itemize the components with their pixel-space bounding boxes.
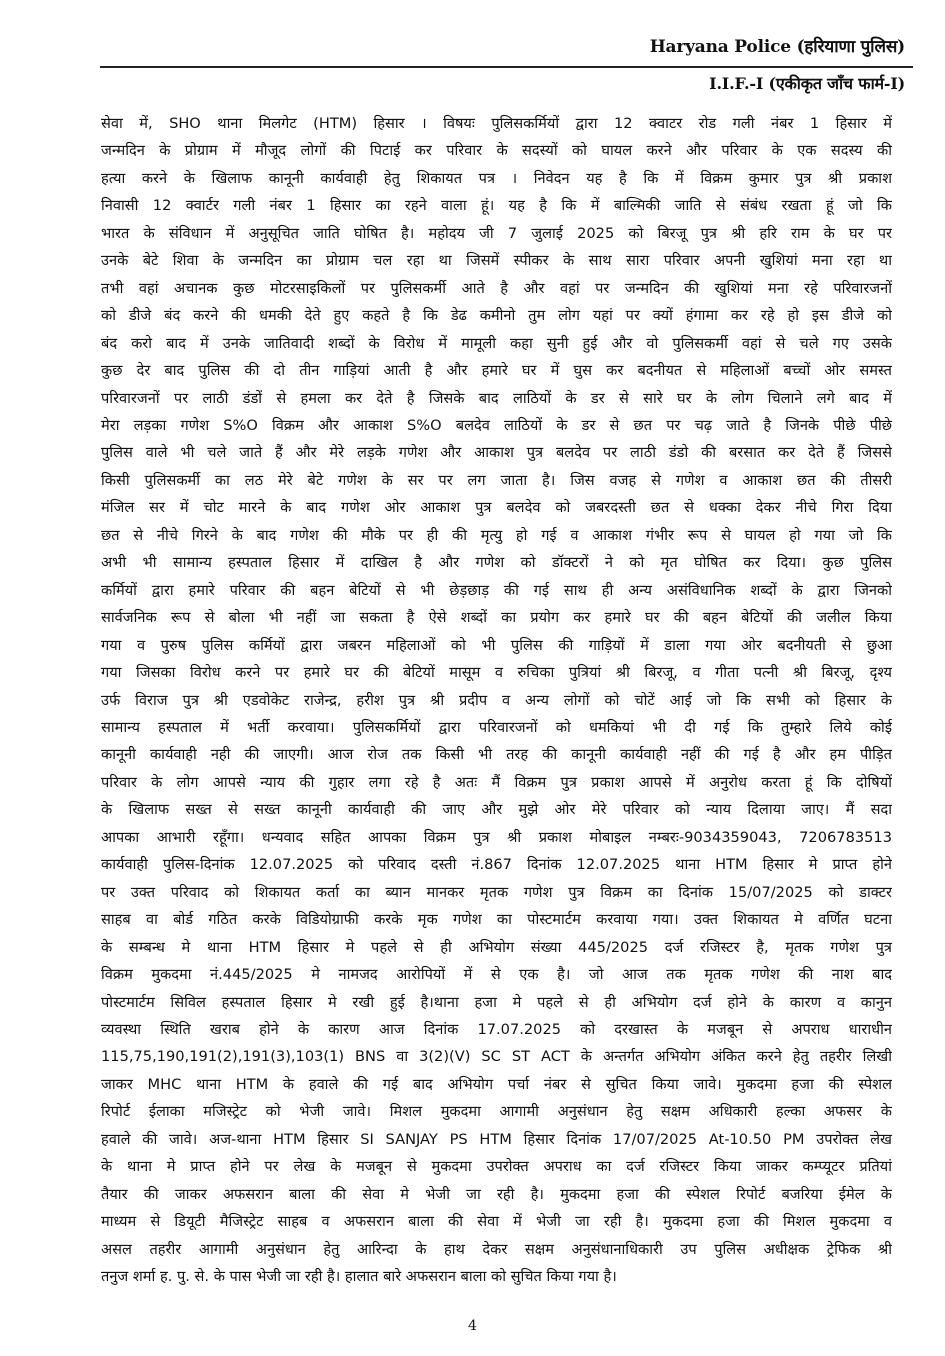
form-label: I.I.F.-I (एकीकृत जाँच फार्म-I) bbox=[709, 74, 905, 93]
body-line: कर्मियों द्वारा हमारे परिवार की बहन बेटियों से भी छेड़छाड़ की गई साथ ही अन्य असंविधानिक शब्दों के द्वारा जिनको bbox=[101, 581, 892, 599]
body-line: उनके बेटे शिवा के जन्मदिन का प्रोग्राम चल रहा था जिसमें स्पीकर के साथ सारा परिवार अपनी खुशियां मना रहा था bbox=[101, 252, 892, 270]
body-line: किसी पुलिसकर्मी का लठ मेरे बेटे गणेश के सर पर लग जाता है। जिस वजह से गणेश व आकाश छत की तीसरी bbox=[101, 471, 892, 489]
body-line: तभी वहां अचानक कुछ मोटरसाइकिलों पर पुलिसकर्मी आते है और वहां पर जन्मदिन की खुशियां मना रहे परिवारजनों bbox=[101, 279, 892, 297]
body-line: 115,75,190,191(2),191(3),103(1) BNS वा 3(2)(V) SC ST ACT के अन्तर्गत अभियोग अंकित करने हेतु तहरीर लिखी bbox=[101, 1048, 892, 1066]
body-line: मेरा लड़का गणेश S%O विक्रम और आकाश S%O बलदेव लाठियों के डर से छत पर चढ़ जाते है जिनके पीछे पीछे bbox=[101, 416, 892, 434]
body-line: सामान्य हस्पताल में भर्ती करवाया। पुलिसकर्मियों द्वारा परिवारजनों को धमकियां भी दी गई कि तुम्हारे लिये कोई bbox=[101, 718, 892, 736]
body-line: भारत के संविधान में अनुसूचित जाति घोषित है। महोदय जी 7 जुलाई 2025 को बिरजू पुत्र श्री हरि राम के घर पर bbox=[101, 224, 892, 242]
body-line: विक्रम मुकदमा नं.445/2025 मे नामजद आरोपियों में से एक है। जो आज तक मृतक गणेश की नाश बाद bbox=[101, 966, 892, 984]
body-line: हत्या करने के खिलाफ कानूनी कार्यवाही हेतु शिकायत पत्र । निवेदन यह है कि में विक्रम कुमार पुत्र श्री प्रकाश bbox=[101, 169, 892, 187]
body-line: छत से नीचे गिरने के बाद गणेश की मौके पर ही की मृत्यु हो गई व आकाश गंभीर रूप से घायल हो गया जो कि bbox=[101, 526, 892, 544]
body-line: परिवारजनों पर लाठी डंडों से हमला कर देते है जिसके बाद लाठियों के डर से सारे घर के लोग चिलाने लगे बाद में bbox=[101, 389, 892, 407]
document-body bbox=[101, 110, 892, 1290]
body-line: निवासी 12 क्वार्टर गली नंबर 1 हिसार का रहने वाला हूं। यह है कि में बाल्मिकी जाति से संबंध रखता हूं जो कि bbox=[101, 197, 892, 215]
body-line: हवाले की जावे। अज-थाना HTM हिसार SI SANJAY PS HTM हिसार दिनांक 17/07/2025 At-10.50 PM उपरोक्त लेख bbox=[101, 1130, 892, 1148]
body-line: रिपोर्ट ईलाका मजिस्ट्रेट को भेजी जावे। मिशल मुकदमा आगामी अनुसंधान हेतु सक्षम अधिकारी हल्का अफसर के bbox=[101, 1103, 892, 1121]
body-line: तैयार की जाकर अफसरान बाला की सेवा मे भेजी जा रही है। मुकदमा हजा की स्पेशल रिपोर्ट बजरिया ईमेल के bbox=[101, 1185, 892, 1203]
body-line: आपका आभारी रहूँगा। धन्यवाद सहित आपका विक्रम पुत्र श्री प्रकाश मोबाइल नम्बरः-9034359043, 7206783513 bbox=[101, 828, 892, 846]
body-line: सेवा में, SHO थाना मिलगेट (HTM) हिसार । विषयः पुलिसकर्मियों द्वारा 12 क्वाटर रोड गली नंबर 1 हिसार में bbox=[101, 115, 892, 132]
body-line: को डीजे बंद करने की धमकी देते हुए कहते है कि डेढ कमीनो तुम लोग यहां पर क्यों हंगामा कर रहे हो इस डीजे को bbox=[101, 307, 892, 325]
body-line: के थाना मे प्राप्त होने पर लेख के मजबून से मुकदमा उपरोक्त अपराध का दर्ज रजिस्टर किया जाकर कम्प्यूटर प्रतियां bbox=[101, 1158, 892, 1176]
body-line: असल तहरीर आगामी अनुसंधान हेतु आरिन्दा के हाथ देकर सक्षम अनुसंधानाधिकारी उप पुलिस अधीक्षक ट्रेफिक श्री bbox=[101, 1240, 892, 1258]
body-line: के सम्बन्ध मे थाना HTM हिसार मे पहले से ही अभियोग संख्या 445/2025 दर्ज रजिस्टर है, मृतक गणेश पुत्र bbox=[101, 938, 892, 956]
body-line: उर्फ विराज पुत्र श्री एडवोकेट राजेन्द्र, हरीश पुत्र श्री प्रदीप व अन्य लोगों को चोटें आई जो कि सभी को हिसार के bbox=[101, 691, 892, 709]
body-line: जन्मदिन के प्रोग्राम में मौजूद लोगों की पिटाई कर परिवार के सदस्यों को घायल करने और परिवार के एक सदस्य की bbox=[101, 142, 892, 160]
document-header-title: Haryana Police (हरियाणा पुलिस) bbox=[649, 37, 905, 57]
page-number: 4 bbox=[468, 1318, 477, 1334]
body-line: जाकर MHC थाना HTM के हवाले की गई बाद अभियोग पर्चा नंबर से सुचित किया जावे। मुकदमा हजा की स्पेशल bbox=[101, 1075, 892, 1093]
body-line: पुलिस वाले भी चले जाते हैं और मेरे लड़के गणेश और आकाश पुत्र बलदेव पर लाठी डंडो की बरसात कर देते हैं जिससे bbox=[101, 444, 892, 462]
body-line: परिवार के लोग आपसे न्याय की गुहार लगा रहे है अतः मैं विक्रम पुत्र प्रकाश आपसे में अनुरोध करता हूं कि दोषियों bbox=[101, 773, 892, 791]
body-line: पर उक्त परिवाद को शिकायत कर्ता का ब्यान मानकर मृतक गणेश पुत्र विक्रम का दिनांक 15/07/2025 को डाक्टर bbox=[101, 883, 892, 901]
body-line: के खिलाफ सख्त से सख्त कानूनी कार्यवाही की जाए और मुझे ओर मेरे परिवार को न्याय दिलाया जाए। मैं सदा bbox=[101, 801, 892, 819]
body-line: कुछ देर बाद पुलिस की दो तीन गाड़ियां आती है और हमारे घर में घुस कर बदनीयत से महिलाओं बच्चों ओर समस्त bbox=[101, 362, 892, 380]
body-line: गया व पुरुष पुलिस कर्मियों द्वारा जबरन महिलाओं को भी पुलिस की गाड़ियों में डाला गया ओर बदनीयती से छुआ bbox=[101, 636, 892, 654]
body-line: बंद करो बाद में उनके जातिवादी शब्दों के विरोध में मामूली कहा सुनी हुई और वो पुलिसकर्मी वहां से चले गए उसके bbox=[101, 334, 892, 352]
body-line: कानूनी कार्यवाही नही की जाएगी। आज रोज तक किसी भी तरह की कानूनी कार्यवाही नहीं की गई है और हम पीड़ित bbox=[101, 746, 892, 764]
body-line: सार्वजनिक रूप से बोला भी नहीं जा सकता है ऐसे शब्दों का प्रयोग कर हमारे घर की बहन बेटियों की जलील किया bbox=[101, 609, 892, 627]
body-line: गया जिसका विरोध करने पर हमारे घर की बेटियों मासूम व रुचिका पुत्रियां श्री बिरजू, व गीता पत्नी श्री बिरजू, दृश्य bbox=[101, 664, 892, 682]
body-line: अभी भी सामान्य हस्पताल हिसार में दाखिल है और गणेश को डॉक्टरों ने को मृत घोषित कर दिया। कुछ पुलिस bbox=[101, 554, 892, 572]
body-line: पोस्टमार्टम सिविल हस्पताल हिसार मे रखी हुई है।थाना हजा मे पहले से ही अभियोग दर्ज होने के कारण व कानुन bbox=[101, 993, 892, 1011]
body-line: कार्यवाही पुलिस-दिनांक 12.07.2025 को परिवाद दस्ती नं.867 दिनांक 12.07.2025 थाना HTM हिसार मे प्राप्त होने bbox=[101, 856, 892, 874]
body-line: मंजिल सर में चोट मारने के बाद गणेश ओर आकाश पुत्र बलदेव को जबरदस्ती छत से धक्का देकर नीचे गिरा दिया bbox=[101, 499, 892, 517]
body-line: व्यवस्था स्थिति खराब होने के कारण आज दिनांक 17.07.2025 को दरखास्त के मजबून से अपराध धाराधीन bbox=[101, 1020, 892, 1038]
header-divider bbox=[100, 66, 913, 68]
body-line: माध्यम से डियूटी मैजिस्ट्रेट साहब व अफसरान बाला की सेवा में भेजी जा रही है। मुकदमा हजा की मिशल मुकदमा व bbox=[101, 1213, 892, 1231]
body-line: साहब वा बोर्ड गठित करके विडियोग्राफी करके मृक गणेश का पोस्टमार्टम करवाया गया। उक्त शिकायत मे वर्णित घटना bbox=[101, 911, 892, 929]
body-line: तनुज शर्मा ह. पु. से. के पास भेजी जा रही है। हालात बारे अफसरान बाला को सुचित किया गया है। bbox=[101, 1268, 617, 1286]
